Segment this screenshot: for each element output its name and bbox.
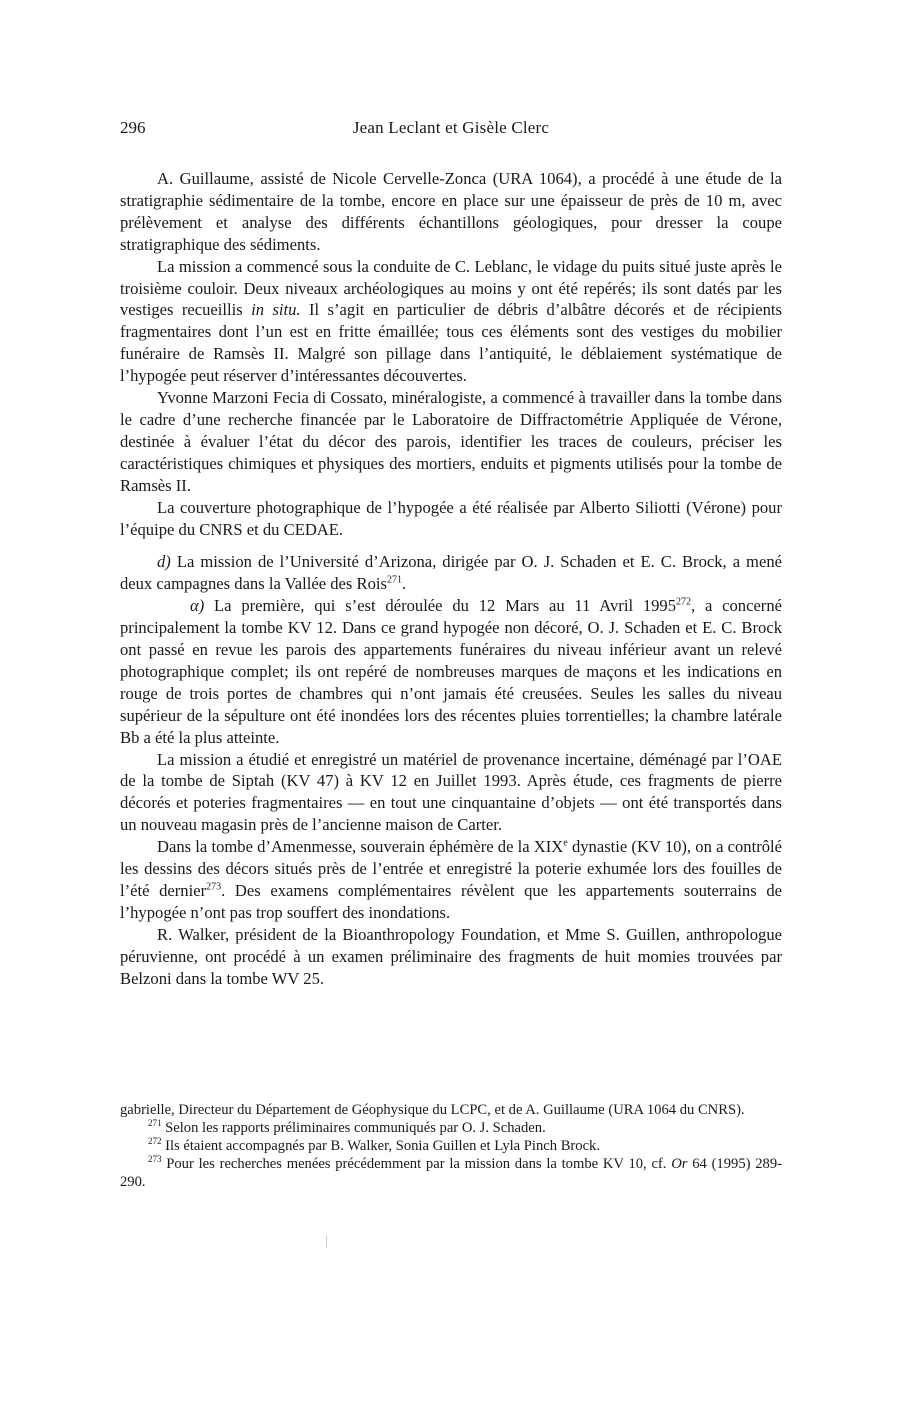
paragraph [120,924,782,990]
paragraph-text: La mission a étudié et enregistré un matériel de provenance incertaine, déménagé par l’OAE de la tombe de Siptah (KV 47) à KV 12 en Juillet 1993. Après étude, ces fragments de pierre décorés et poteries fragmentaires — en tout une cinquantaine d’objets — ont été transportés dans un nouveau magasin près de l’ancienne maison de Carter. [120,749,782,835]
paragraph [120,168,782,256]
paragraph-text: A. Guillaume, assisté de Nicole Cervelle-Zonca (URA 1064), a procédé à une étude de la stratigraphie sédimentaire de la tombe, encore en place sur une épaisseur de près de 10 m, avec prélèvement et analyse des différents échantillons géologiques, pour dresser la coupe stratigraphique des sédiments. [120,169,782,254]
section-label: d) [157,552,171,572]
section-label: α) [190,596,205,616]
footnote [120,1155,782,1191]
paragraph [120,497,782,541]
paragraph [120,836,782,924]
paragraph-text: La première, qui s’est déroulée du 12 Mars au 11 Avril 1995 [204,596,677,616]
journal-abbrev: Or [671,1156,688,1172]
paragraph-text: Il s’agit en particulier de débris d’albâtre décorés et de récipients fragmentaires dont l’un est en fritte émaillée; tous ces éléments sont des vestiges du mobilier funéraire de Ramsès II. Malgré son pillage dans l’antiquité, le déblaiement systématique de l’hypogée peut réserver d’intéressantes découvertes. [120,300,783,386]
footnote-ref: 273 [206,881,222,893]
italic-term: in situ. [251,300,301,320]
body-text [120,168,782,990]
footnote-continuation [120,1101,782,1119]
paragraph [120,256,782,387]
paragraph-text: Dans la tombe d’Amenmesse, souverain éphémère de la XIX [157,837,564,857]
footnote-ref: 271 [386,574,402,586]
footnote [120,1137,782,1155]
footnote-number: 271 [148,1118,162,1129]
paragraph-text: La couverture photographique de l’hypogée a été réalisée par Alberto Siliotti (Vérone) pour l’équipe du CNRS et du CEDAE. [120,497,782,539]
scan-mark [326,1236,327,1248]
paragraph [120,551,782,595]
paragraph-text: Yvonne Marzoni Fecia di Cossato, minéralogiste, a commencé à travailler dans la tombe dans le cadre d’une recherche financée par le Laboratoire de Diffractométrie Appliquée de Vérone, destinée à évaluer l’état du décor des parois, identifier les traces de couleurs, préciser les caractéristiques chimiques et physiques des mortiers, enduits et pigments utilisés pour la tombe de Ramsès II. [120,388,782,495]
paragraph-text: dynastie (KV 10), on a contrôlé les dessins des décors situés près de l’entrée et enregistré la poterie exhumée lors des fouilles de l’été dernier [120,837,782,900]
running-head: Jean Leclant et Gisèle Clerc [352,118,550,137]
superscript: e [563,837,568,849]
footnote-text: Selon les rapports préliminaires communiqués par O. J. Schaden. [161,1120,546,1136]
footnote-number: 273 [148,1154,162,1165]
paragraph-text: La mission a commencé sous la conduite de C. Leblanc, le vidage du puits situé juste après le troisième couloir. Deux niveaux archéologiques au moins y ont été repérés; ils sont datés par les vestiges recueillis [120,256,782,320]
paragraph-text: . Des examens complémentaires révèlent que les appartements souterrains de l’hypogée n’ont pas trop souffert des inondations. [120,881,782,922]
footnote-number: 272 [148,1136,162,1147]
paragraph-text: R. Walker, président de la Bioanthropology Foundation, et Mme S. Guillen, anthropologue péruvienne, ont procédé à un examen préliminaire des fragments de huit momies trouvées par Belzoni dans la tombe WV 25. [120,924,782,988]
footnote-text: gabrielle, Directeur du Département de Géophysique du LCPC, et de A. Guillaume (URA 1064 du CNRS). [120,1102,745,1118]
page [120,112,782,990]
paragraph-text: La mission de l’Université d’Arizona, dirigée par O. J. Schaden et E. C. Brock, a mené deux campagnes dans la Vallée des Rois [120,552,782,594]
paragraph-text: , a concerné principalement la tombe KV 12. Dans ce grand hypogée non décoré, O. J. Schaden et E. C. Brock ont passé en revue les parois des appartements funéraires du niveau inférieur avant un relevé photographique complet; ils ont repéré de nombreuses marques de maçons et les indications en rouge de trois portes de chambres qui n’ont jamais été creusées. Seules les salles du niveau supérieur de la sépulture ont été inondées lors des récentes pluies torrentielles; la chambre latérale Bb a été la plus atteinte. [120,596,782,747]
footnote-text: 64 (1995) 289-290. [120,1156,782,1190]
footnote [120,1119,782,1137]
footnote-ref: 272 [676,596,692,608]
footnotes [120,1101,782,1191]
paragraph-text: . [401,574,407,594]
paragraph [120,749,782,837]
page-header [120,112,782,142]
page-number: 296 [120,118,146,137]
paragraph [120,595,782,748]
footnote-text: Pour les recherches menées précédemment par la mission dans la tombe KV 10, cf. [161,1156,672,1172]
paragraph [120,387,782,497]
footnote-text: Ils étaient accompagnés par B. Walker, Sonia Guillen et Lyla Pinch Brock. [161,1138,601,1154]
